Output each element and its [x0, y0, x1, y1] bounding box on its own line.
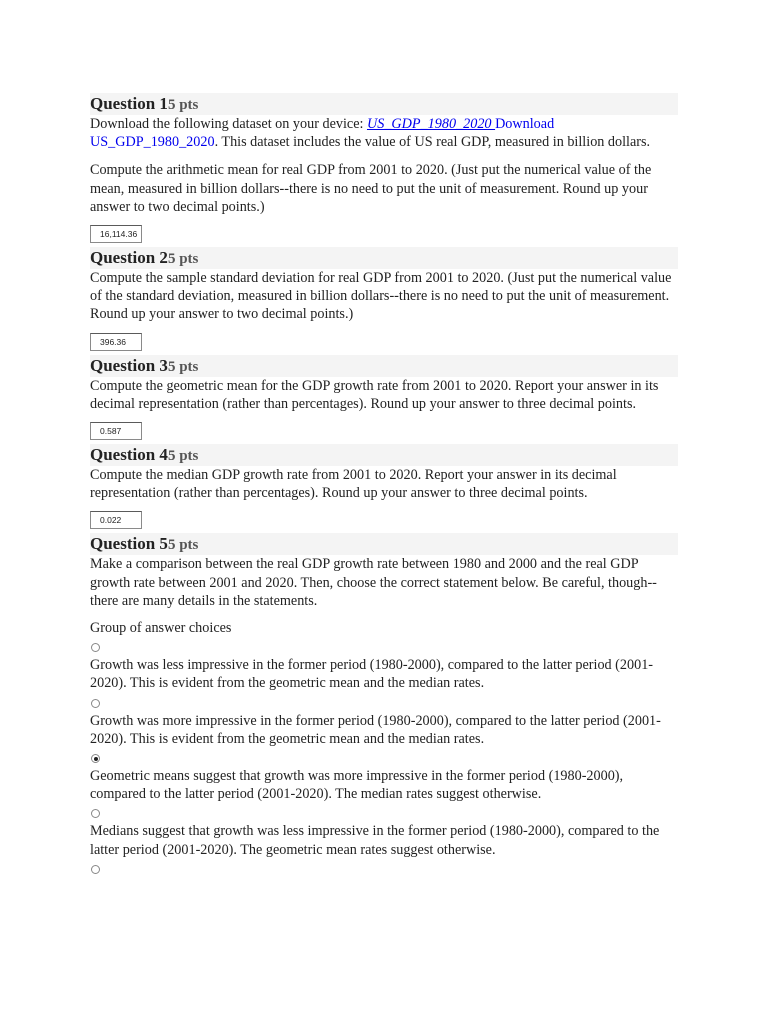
question-title: Question 4: [90, 445, 168, 465]
choice-2-label: Growth was more impressive in the former period (1980-2000), compared to the latter period (2001-2020). This is evident from the geometric mean and the median rates.: [90, 712, 661, 747]
choice-4-label: Medians suggest that growth was less impressive in the former period (1980-2000), compared to the latter period (2001-2020). The geometric mean rates suggest otherwise.: [90, 823, 660, 858]
answer-group-label: Group of answer choices: [90, 620, 232, 637]
question-2-header: [90, 247, 678, 269]
intro-rest-text: . This dataset includes the value of US real GDP, measured in billion dollars.: [214, 134, 651, 151]
question-4-prompt: Compute the median GDP growth rate from 2001 to 2020. Report your answer in its decimal representation (rather than percentages). Round up your answer to three decimal points.: [90, 467, 617, 502]
dataset-link[interactable]: US_GDP_1980_2020: [366, 116, 496, 132]
question-1-prompt: Compute the arithmetic mean for real GDP from 2001 to 2020. (Just put the numerical value of the mean, measured in billion dollars--there is no need to put the unit of measurement. Round up your answer to two decimal points.): [90, 162, 652, 215]
question-2-answer-input[interactable]: 396.36: [90, 333, 142, 351]
question-1-answer-input[interactable]: 16,114.36: [90, 225, 142, 243]
question-3-answer-input[interactable]: 0.587: [90, 422, 142, 440]
intro-text: Download the following dataset on your device:: [90, 116, 367, 132]
quiz-content: [90, 93, 678, 878]
question-points: 5 pts: [167, 537, 199, 554]
question-1-header: [90, 93, 678, 115]
choice-4-radio[interactable]: [91, 809, 100, 818]
question-3-header: [90, 355, 678, 377]
question-points: 5 pts: [167, 358, 199, 375]
choice-3-label: Geometric means suggest that growth was more impressive in the former period (1980-2000), compared to the latter period (2001-2020). The median rates suggest otherwise.: [90, 768, 624, 803]
choice-1-label: Growth was less impressive in the former period (1980-2000), compared to the latter period (2001-2020). This is evident from the geometric mean and the median rates.: [90, 657, 654, 692]
question-title: Question 2: [90, 248, 168, 268]
question-points: 5 pts: [167, 251, 199, 268]
dataset-file-link[interactable]: US_GDP_1980_2020: [90, 134, 215, 151]
question-points: 5 pts: [167, 97, 199, 113]
choice-5-radio[interactable]: [91, 865, 100, 874]
question-1-intro: [90, 115, 678, 151]
question-4-header: [90, 444, 678, 466]
choice-2-radio[interactable]: [91, 699, 100, 708]
question-4-answer-input[interactable]: 0.022: [90, 511, 142, 529]
download-link[interactable]: Download: [495, 116, 555, 132]
question-title: Question 3: [90, 355, 168, 375]
question-points: 5 pts: [167, 448, 199, 465]
choice-3-radio[interactable]: [91, 754, 100, 763]
question-5-header: [90, 533, 678, 555]
question-title: Question 1: [90, 94, 168, 113]
question-5-prompt: Make a comparison between the real GDP growth rate between 1980 and 2000 and the real GDP growth rate between 2001 and 2020. Then, choose the correct statement below. Be careful, though--there are many details in the statements.: [90, 556, 657, 609]
choice-1-radio[interactable]: [91, 643, 100, 652]
question-2-prompt: Compute the sample standard deviation for real GDP from 2001 to 2020. (Just put the numerical value of the standard deviation, measured in billion dollars--there is no need to put the unit of measurement. Round up your answer to two decimal points.): [90, 270, 672, 323]
question-3-prompt: Compute the geometric mean for the GDP growth rate from 2001 to 2020. Report your answer in its decimal representation (rather than percentages). Round up your answer to three decimal points.: [90, 377, 659, 412]
question-title: Question 5: [90, 534, 168, 554]
